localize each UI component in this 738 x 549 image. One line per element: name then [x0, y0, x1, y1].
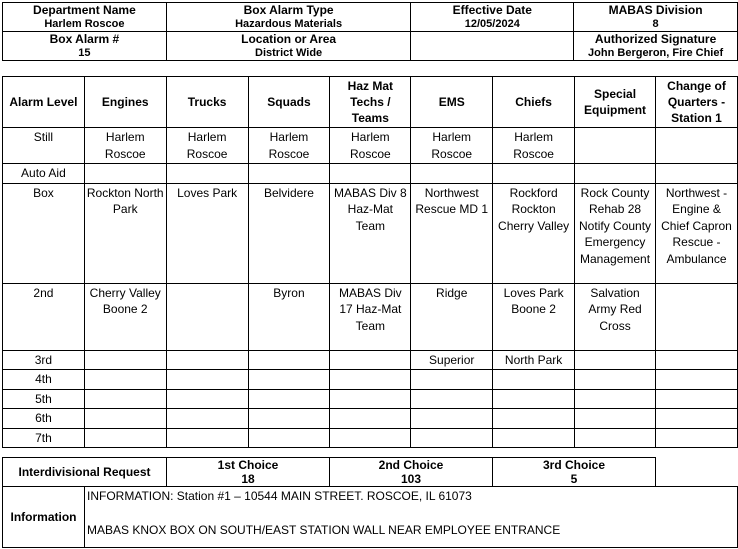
- table-cell: MABAS Div 8 Haz-Mat Team: [330, 183, 411, 283]
- table-row: [3, 409, 738, 429]
- column-header: Trucks: [166, 77, 248, 128]
- alarm-level-cell: 6th: [3, 409, 85, 429]
- table-cell: [656, 283, 738, 350]
- table-cell: [656, 409, 738, 429]
- column-header: Squads: [248, 77, 330, 128]
- signature-cell: [574, 32, 738, 61]
- table-cell: [411, 389, 493, 409]
- table-cell: [248, 370, 330, 390]
- third-choice-cell: [493, 458, 656, 487]
- table-cell: [330, 389, 411, 409]
- table-cell: Loves Park Boone 2: [493, 283, 575, 350]
- information-label: Information: [3, 487, 85, 548]
- table-cell: Loves Park: [166, 183, 248, 283]
- alarm-level-cell: 5th: [3, 389, 85, 409]
- column-header: Haz Mat Techs / Teams: [330, 77, 411, 128]
- box-number-value: 15: [78, 47, 91, 59]
- division-label: MABAS Division: [608, 3, 703, 17]
- table-cell: [84, 164, 166, 184]
- table-cell: [493, 409, 575, 429]
- second-choice-label: 2nd Choice: [378, 458, 444, 472]
- table-cell: [493, 370, 575, 390]
- table-cell: Harlem Roscoe: [248, 128, 330, 164]
- effective-date-label: Effective Date: [452, 3, 532, 17]
- table-cell: Harlem Roscoe: [411, 128, 493, 164]
- table-cell: [84, 409, 166, 429]
- table-cell: Northwest - Engine & Chief Capron Rescue - Ambulance: [656, 183, 738, 283]
- effective-date-value: 12/05/2024: [464, 18, 520, 30]
- table-cell: Byron: [248, 283, 330, 350]
- location-cell: [166, 32, 411, 61]
- table-cell: Harlem Roscoe: [493, 128, 575, 164]
- table-cell: [575, 370, 656, 390]
- table-cell: [330, 428, 411, 448]
- request-spacer: [656, 458, 738, 487]
- effective-date-cell: [411, 3, 574, 32]
- table-cell: [493, 428, 575, 448]
- table-cell: MABAS Div 17 Haz-Mat Team: [330, 283, 411, 350]
- table-cell: Cherry Valley Boone 2: [84, 283, 166, 350]
- request-label: Interdivisional Request: [3, 458, 167, 487]
- grid-body: [3, 128, 738, 448]
- alarm-level-cell: 7th: [3, 428, 85, 448]
- location-label: Location or Area: [241, 32, 337, 46]
- third-choice-label: 3rd Choice: [542, 458, 605, 472]
- table-cell: Superior: [411, 350, 493, 370]
- table-cell: [411, 164, 493, 184]
- table-cell: [84, 370, 166, 390]
- table-cell: [166, 283, 248, 350]
- table-cell: Rockford Rockton Cherry Valley: [493, 183, 575, 283]
- table-cell: [166, 428, 248, 448]
- table-cell: Harlem Roscoe: [84, 128, 166, 164]
- column-header: Alarm Level: [3, 77, 85, 128]
- table-cell: [248, 409, 330, 429]
- table-cell: [330, 164, 411, 184]
- alarm-level-cell: 4th: [3, 370, 85, 390]
- second-choice-cell: [330, 458, 493, 487]
- alarm-level-cell: Box: [3, 183, 85, 283]
- table-cell: [166, 164, 248, 184]
- division-cell: [574, 3, 738, 32]
- table-cell: [411, 409, 493, 429]
- table-cell: Belvidere: [248, 183, 330, 283]
- table-row: [3, 183, 738, 283]
- table-cell: Salvation Army Red Cross: [575, 283, 656, 350]
- request-table: [2, 457, 738, 487]
- table-cell: North Park: [493, 350, 575, 370]
- table-cell: [656, 428, 738, 448]
- department-cell: [3, 3, 167, 32]
- table-cell: [493, 164, 575, 184]
- box-type-value: Hazardous Materials: [235, 18, 343, 30]
- table-row: [3, 389, 738, 409]
- location-value: District Wide: [255, 47, 323, 59]
- table-cell: [575, 350, 656, 370]
- division-value: 8: [652, 18, 659, 30]
- table-cell: [248, 350, 330, 370]
- third-choice-value: 5: [570, 472, 578, 486]
- first-choice-label: 1st Choice: [217, 458, 279, 472]
- empty-header-cell: [411, 32, 574, 61]
- table-cell: [330, 350, 411, 370]
- table-cell: [248, 389, 330, 409]
- table-cell: [166, 389, 248, 409]
- table-row: [3, 283, 738, 350]
- table-cell: [84, 428, 166, 448]
- table-cell: [166, 350, 248, 370]
- information-table: [2, 486, 738, 548]
- table-cell: [656, 370, 738, 390]
- table-cell: [166, 409, 248, 429]
- table-cell: Harlem Roscoe: [166, 128, 248, 164]
- table-cell: [575, 164, 656, 184]
- table-cell: Rock County Rehab 28 Notify County Emergency Management: [575, 183, 656, 283]
- signature-label: Authorized Signature: [594, 32, 717, 46]
- table-cell: [575, 409, 656, 429]
- table-cell: Northwest Rescue MD 1: [411, 183, 493, 283]
- table-cell: [84, 350, 166, 370]
- header-table: [2, 2, 738, 61]
- alarm-grid: [2, 76, 738, 448]
- table-cell: [330, 370, 411, 390]
- box-type-cell: [166, 3, 411, 32]
- table-row: [3, 350, 738, 370]
- table-cell: [656, 128, 738, 164]
- table-cell: [656, 164, 738, 184]
- table-cell: [575, 389, 656, 409]
- information-line-1: INFORMATION: Station #1 – 10544 MAIN STREET. ROSCOE, IL 61073: [87, 489, 472, 503]
- table-row: [3, 370, 738, 390]
- column-header: Change of Quarters - Station 1: [656, 77, 738, 128]
- table-cell: [166, 370, 248, 390]
- table-cell: [411, 370, 493, 390]
- table-cell: [575, 128, 656, 164]
- signature-value: John Bergeron, Fire Chief: [588, 47, 724, 59]
- information-text: [85, 487, 738, 548]
- alarm-level-cell: Still: [3, 128, 85, 164]
- alarm-level-cell: Auto Aid: [3, 164, 85, 184]
- alarm-level-cell: 3rd: [3, 350, 85, 370]
- grid-header-row: [3, 77, 738, 128]
- table-cell: [84, 389, 166, 409]
- table-row: [3, 428, 738, 448]
- second-choice-value: 103: [400, 472, 422, 486]
- information-spacer: [87, 505, 735, 522]
- department-value: Harlem Roscoe: [44, 18, 125, 30]
- table-cell: [493, 389, 575, 409]
- column-header: Engines: [84, 77, 166, 128]
- table-row: [3, 164, 738, 184]
- information-line-2: MABAS KNOX BOX ON SOUTH/EAST STATION WALL NEAR EMPLOYEE ENTRANCE: [87, 522, 561, 537]
- table-cell: [330, 409, 411, 429]
- table-cell: [411, 428, 493, 448]
- box-type-label: Box Alarm Type: [243, 3, 334, 17]
- column-header: EMS: [411, 77, 493, 128]
- table-cell: Ridge: [411, 283, 493, 350]
- table-cell: [575, 428, 656, 448]
- alarm-level-cell: 2nd: [3, 283, 85, 350]
- table-cell: [656, 389, 738, 409]
- table-cell: Harlem Roscoe: [330, 128, 411, 164]
- column-header: Special Equipment: [575, 77, 656, 128]
- first-choice-value: 18: [241, 472, 255, 486]
- first-choice-cell: [167, 458, 330, 487]
- table-row: [3, 128, 738, 164]
- department-label: Department Name: [33, 3, 136, 17]
- box-number-cell: [3, 32, 167, 61]
- box-number-label: Box Alarm #: [49, 32, 120, 46]
- table-cell: [248, 164, 330, 184]
- table-cell: [248, 428, 330, 448]
- table-cell: Rockton North Park: [84, 183, 166, 283]
- column-header: Chiefs: [493, 77, 575, 128]
- table-cell: [656, 350, 738, 370]
